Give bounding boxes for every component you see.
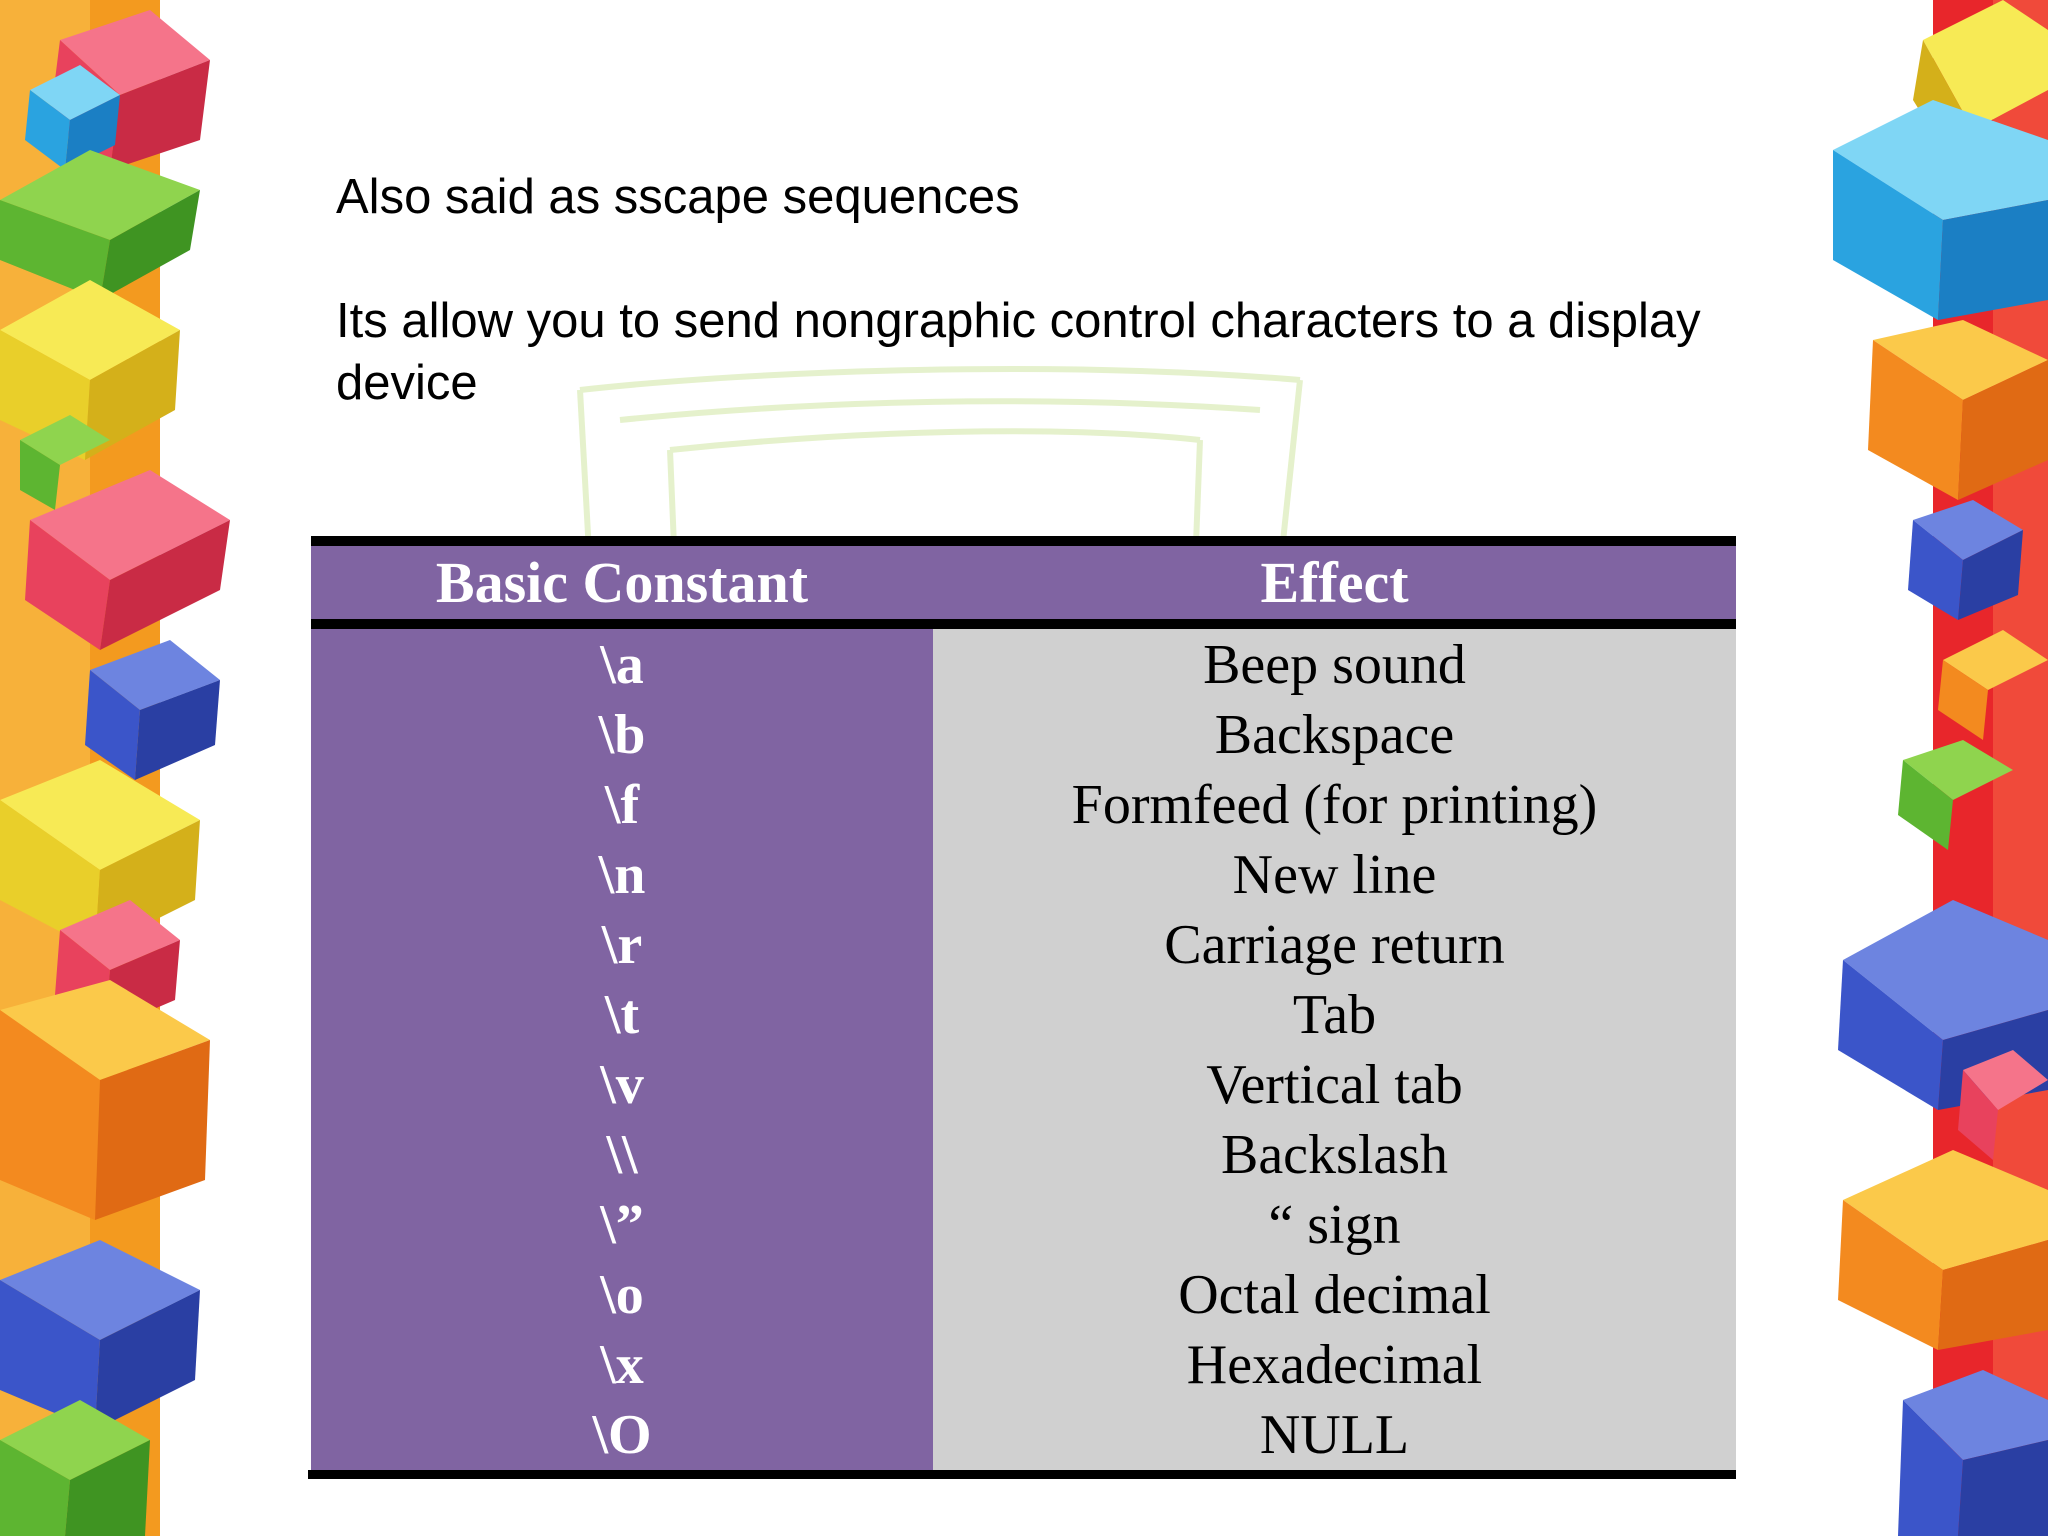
- effect-cell: Tab: [1292, 984, 1377, 1046]
- table-header-rule: [311, 619, 1736, 629]
- constant-cell: \r: [601, 914, 643, 976]
- effect-cell: Formfeed (for printing): [1071, 774, 1598, 836]
- effect-cell: New line: [1232, 844, 1437, 906]
- constant-cell: \O: [592, 1404, 652, 1466]
- constant-cell: \t: [604, 984, 640, 1046]
- effect-cell: Beep sound: [1203, 634, 1466, 696]
- cubes-decoration-left: [0, 0, 235, 1536]
- effect-cell: Octal decimal: [1178, 1264, 1491, 1326]
- header-basic-constant: Basic Constant: [435, 550, 809, 615]
- effect-cell: Carriage return: [1164, 914, 1505, 976]
- table-header-row: [311, 546, 1736, 619]
- constant-cell: \f: [604, 774, 640, 836]
- effect-cell: Backspace: [1214, 704, 1455, 766]
- constant-column: [311, 629, 933, 1470]
- right-cube-border: [1813, 0, 2048, 1536]
- constant-cell: \a: [600, 634, 644, 696]
- effect-cell: “ sign: [1268, 1194, 1401, 1256]
- effect-cell: NULL: [1259, 1404, 1410, 1466]
- constant-cell: \”: [600, 1194, 644, 1256]
- table-bottom-rule: [308, 1470, 1736, 1479]
- constant-cell: \n: [598, 844, 646, 906]
- effect-cell: Hexadecimal: [1186, 1334, 1483, 1396]
- constant-cell: \v: [600, 1054, 644, 1116]
- table-top-rule: [311, 536, 1736, 546]
- effect-column: [933, 629, 1736, 1470]
- constant-cell: \o: [600, 1264, 644, 1326]
- table-body: [311, 629, 1736, 1470]
- intro-line: Also said as sscape sequences: [336, 170, 1020, 224]
- constant-cell: \x: [600, 1334, 644, 1396]
- constant-cell: \b: [598, 704, 646, 766]
- escape-sequence-table: [311, 536, 1736, 1479]
- effect-cell: Vertical tab: [1206, 1054, 1463, 1116]
- constant-cell: \\: [606, 1124, 638, 1186]
- description-line: Its allow you to send nongraphic control characters to a display device: [336, 294, 1701, 410]
- cubes-decoration-right: [1813, 0, 2048, 1536]
- left-cube-border: [0, 0, 235, 1536]
- header-effect: Effect: [1260, 550, 1409, 615]
- effect-cell: Backslash: [1220, 1124, 1449, 1186]
